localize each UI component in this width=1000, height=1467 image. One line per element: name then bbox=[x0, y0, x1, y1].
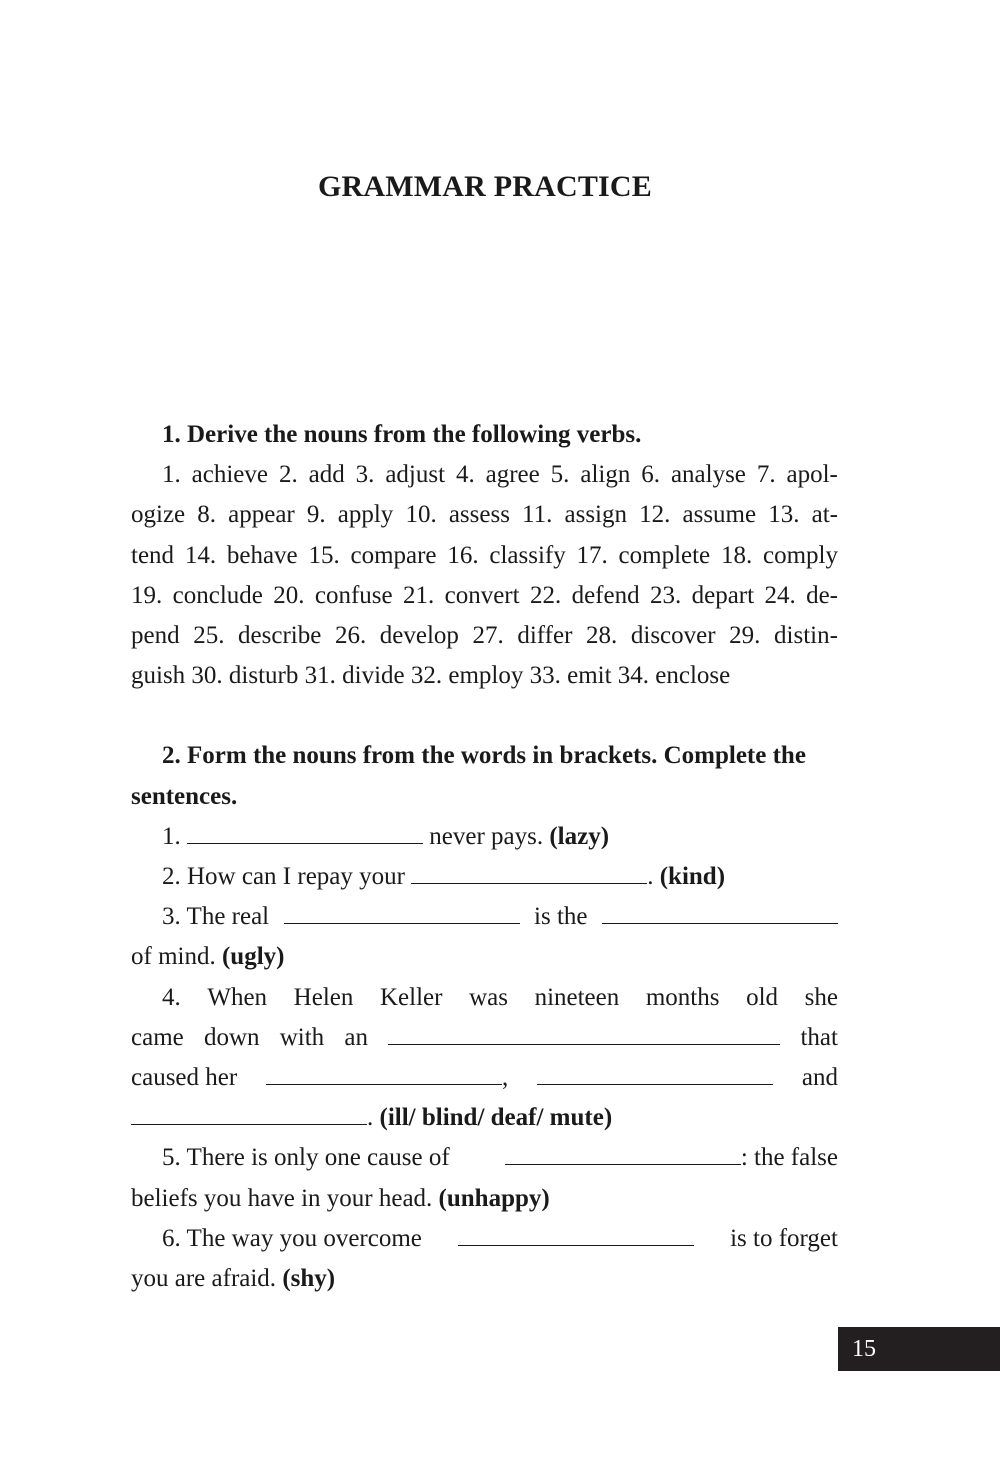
answer-blank[interactable] bbox=[131, 1123, 367, 1125]
word-hint: (unhappy) bbox=[438, 1184, 550, 1212]
verb-list-line: guish 30. disturb 31. divide 32. employ 33. emit 34. enclose bbox=[131, 662, 731, 690]
verb-list-line: 1. achieve 2. add 3. adjust 4. agree 5. align 6. analyse 7. apol- bbox=[162, 461, 838, 489]
word-hint: (ill/ blind/ deaf/ mute) bbox=[379, 1104, 613, 1132]
answer-blank[interactable] bbox=[537, 1083, 773, 1085]
answer-blank[interactable] bbox=[602, 922, 838, 924]
sentence-3: 3. The real is the of mind. (ugly) bbox=[131, 897, 838, 977]
answer-blank[interactable] bbox=[388, 1043, 780, 1045]
sentence-4: 4. When Helen Keller was nineteen months old she came down with an that caused her , and . (ill/ blind/ deaf/ mute) bbox=[131, 983, 838, 1132]
sentence-1: 1. never pays. (lazy) bbox=[162, 822, 610, 850]
sentence-2: 2. How can I repay your . (kind) bbox=[162, 863, 726, 891]
answer-blank[interactable] bbox=[411, 882, 647, 884]
exercise-1-heading: 1. Derive the nouns from the following verbs. bbox=[162, 421, 642, 448]
verb-list bbox=[131, 455, 838, 696]
answer-blank[interactable] bbox=[284, 922, 520, 924]
verb-list-line: tend 14. behave 15. compare 16. classify 17. complete 18. comply bbox=[131, 541, 838, 569]
verb-list-line: 19. conclude 20. confuse 21. convert 22. defend 23. depart 24. de- bbox=[131, 581, 838, 609]
word-hint: (shy) bbox=[282, 1265, 336, 1293]
verb-list-line: pend 25. describe 26. develop 27. differ 28. discover 29. distin- bbox=[131, 622, 838, 650]
word-hint: (kind) bbox=[659, 863, 726, 891]
answer-blank[interactable] bbox=[458, 1244, 694, 1246]
sentence-5: 5. There is only one cause of : the false beliefs you have in your head. (unhappy) bbox=[131, 1144, 838, 1212]
verb-list-line: ogize 8. appear 9. apply 10. assess 11. assign 12. assume 13. at- bbox=[131, 501, 838, 529]
word-hint: (ugly) bbox=[221, 943, 285, 971]
page-title: GRAMMAR PRACTICE bbox=[317, 170, 652, 203]
exercise-2-heading: 2. Form the nouns from the words in brackets. Complete the sentences. bbox=[131, 742, 806, 810]
word-hint: (lazy) bbox=[549, 822, 610, 850]
answer-blank[interactable] bbox=[266, 1083, 502, 1085]
answer-blank[interactable] bbox=[505, 1163, 741, 1165]
page-number: 15 bbox=[838, 1327, 1000, 1371]
answer-blank[interactable] bbox=[187, 842, 423, 844]
sentence-6: 6. The way you overcome is to forget you are afraid. (shy) bbox=[131, 1224, 838, 1293]
exercise-content bbox=[131, 415, 838, 1299]
